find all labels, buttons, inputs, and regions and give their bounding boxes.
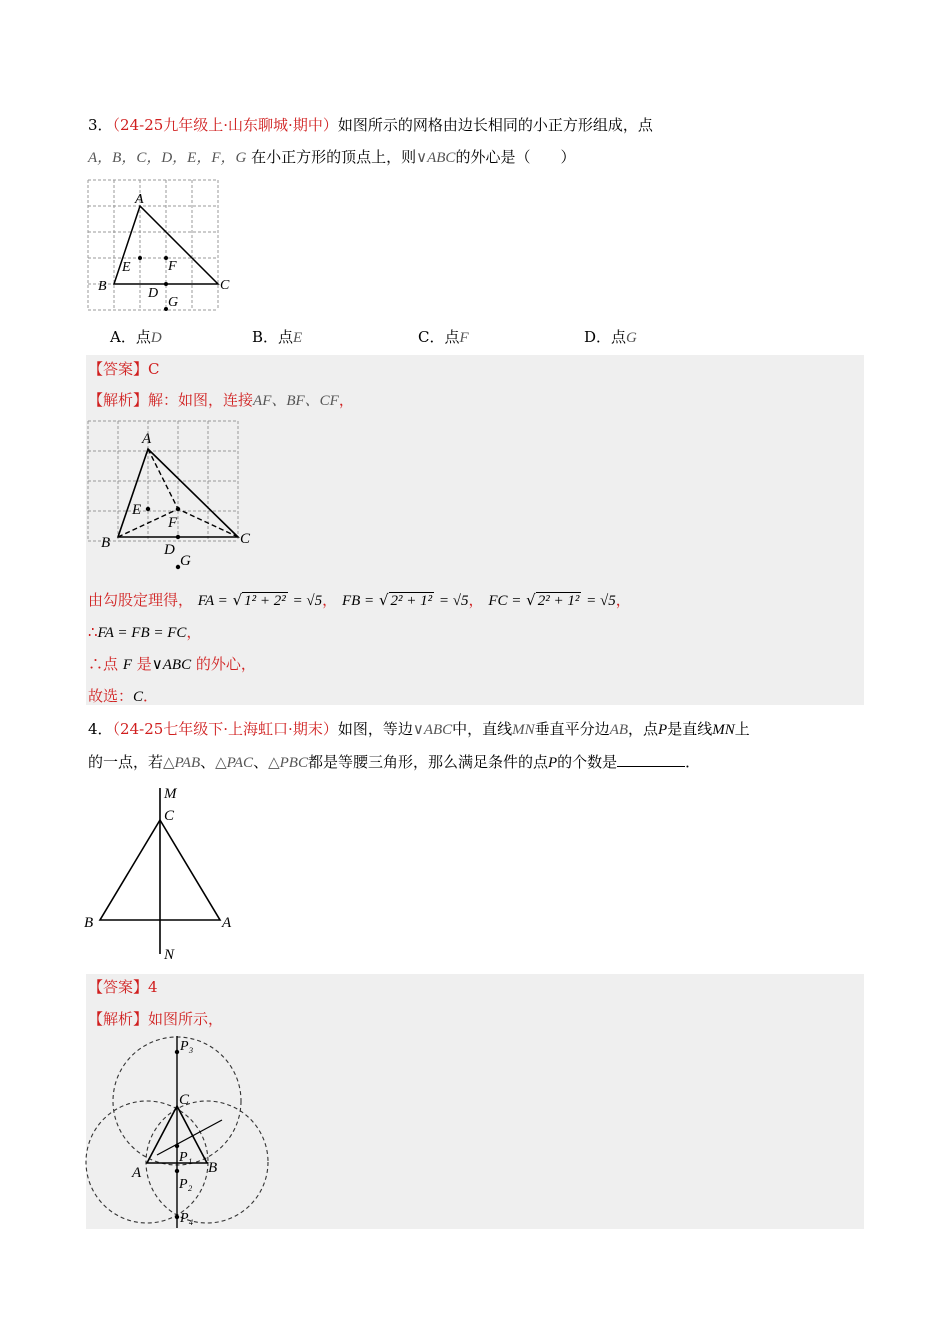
q3-eq-fa-sqrt: √ 1² + 2² <box>232 591 286 609</box>
q4-label-b: B <box>84 915 94 931</box>
q3-triangle: ∨ABC <box>416 150 456 166</box>
q3-solution-label-e: E <box>132 502 142 518</box>
q4-source: （24-25七年级下·上海虹口·期末） <box>112 720 338 738</box>
q4-point-p3 <box>175 1050 179 1054</box>
q3-choose-math: C <box>133 689 144 705</box>
q3-therefore1-tail: ， <box>186 623 202 641</box>
q3-solution-point-e <box>146 507 150 511</box>
q4-label-p1: P₁ <box>179 1150 193 1165</box>
q3-choose-label: 故选： <box>88 687 134 705</box>
q3-option-a[interactable]: A．点D <box>110 328 162 346</box>
q4-answer-line <box>88 976 158 998</box>
q3-solution-label-g: G <box>180 553 191 569</box>
q4-label-n: N <box>164 947 175 963</box>
q4-stem-f: 上 <box>734 720 750 738</box>
q3-option-b[interactable]: B．点E <box>252 328 303 346</box>
q3-stem-line2 <box>88 146 575 169</box>
q4-point-p1 <box>175 1144 179 1148</box>
q3-answer-label: 【答案】 <box>88 360 149 378</box>
q3-eq-fc-right: = √5 <box>586 593 616 609</box>
q4-number: 4． <box>88 720 113 738</box>
q3-number: 3． <box>88 116 113 134</box>
q3-answer-value: C <box>148 360 160 378</box>
q3-therefore2-line <box>88 653 256 676</box>
q4-point-p-2: P <box>547 755 558 771</box>
q3-solution-label-b: B <box>101 535 111 551</box>
q4-label-p2: P₂ <box>179 1177 193 1192</box>
q3-analysis-intro: 解：如图，连接 <box>148 391 254 409</box>
q4-line-mn-2: MN <box>712 722 735 738</box>
q4-stem-d: ，点 <box>628 720 659 738</box>
q3-therefore2-tail: 的外心， <box>195 655 256 673</box>
q4-point-p2 <box>175 1169 179 1173</box>
q4-stem-line1 <box>88 718 750 741</box>
q4-answer-blank[interactable] <box>617 752 685 767</box>
q4-sep-1: 、 <box>200 753 216 771</box>
q3-solution-point-d <box>176 535 180 539</box>
q3-answer-line <box>88 358 160 380</box>
q3-eq-fa-right: = √5 <box>292 593 323 609</box>
q3-option-c[interactable]: C．点F <box>418 328 469 346</box>
q3-analysis-label: 【解析】 <box>88 391 149 409</box>
q3-stem-line1 <box>88 114 653 136</box>
q3-eq-fb-right: = √5 <box>438 593 469 609</box>
q4-solution-figure <box>86 1034 276 1230</box>
q4-point-p: P <box>658 722 668 738</box>
q4-point-p4 <box>175 1215 179 1219</box>
q3-source: （24-25九年级上·山东聊城·期中） <box>112 116 338 134</box>
q4-tri-pac: △PAC <box>215 755 254 771</box>
q4-label-a: A <box>222 915 232 931</box>
q3-comma-1: ， <box>322 591 338 609</box>
q4-triangle: ∨ABC <box>412 722 453 738</box>
q3-solution-label-a: A <box>142 431 152 447</box>
q3-eq-fb-left: FB = <box>341 593 375 609</box>
q3-therefore2-symbol: ∴ <box>88 655 104 673</box>
q4-line2-c: 的个数是 <box>557 753 618 771</box>
q3-eq-fb-sqrt: √ 2² + 1² <box>378 591 433 609</box>
q3-stem-text1: 如图所示的网格由边长相同的小正方形组成，点 <box>337 116 653 134</box>
q4-sep-2: 、 <box>253 753 269 771</box>
q3-solution-figure <box>86 419 256 571</box>
q3-therefore1-math: FA = FB = FC <box>97 625 187 641</box>
q3-comma-3: ， <box>615 591 631 609</box>
q4-stem-line2 <box>88 751 700 774</box>
q4-stem-a: 如图，等边 <box>337 720 413 738</box>
q4-tri-pab: △PAB <box>163 755 201 771</box>
q3-therefore1-symbol: ∴ <box>88 623 98 641</box>
q3-therefore2-text-a: 点 <box>103 655 119 673</box>
q3-label-b: B <box>98 279 107 294</box>
q4-line2-b: 都是等腰三角形，那么满足条件的点 <box>307 753 548 771</box>
q4-analysis-line <box>88 1008 223 1030</box>
q3-therefore2-math: F <box>122 657 132 673</box>
q3-label-c: C <box>220 278 230 293</box>
q3-therefore2-triangle: ∨ABC <box>151 657 192 673</box>
q3-label-e: E <box>122 260 131 275</box>
q3-eq-fa-left: FA = <box>197 593 228 609</box>
q3-eq-fc-left: FC = <box>488 593 522 609</box>
q4-label-m: M <box>164 786 177 802</box>
q4-solution-label-c: C <box>179 1092 190 1108</box>
q3-pythag-intro: 由勾股定理得， <box>88 591 194 609</box>
q3-label-g: G <box>168 295 179 310</box>
q4-answer-value: 4 <box>148 978 158 996</box>
q3-stem-text2: 在小正方形的顶点上，则 <box>251 148 417 166</box>
q3-analysis-segments: AF、BF、CF <box>253 393 339 409</box>
q3-eq-fc-sqrt: √ 2² + 1² <box>526 591 580 609</box>
q4-solution-label-a: A <box>132 1165 142 1181</box>
q3-solution-label-f: F <box>168 515 178 531</box>
q3-stem-tail: 的外心是（ ） <box>455 148 576 166</box>
q4-label-c: C <box>164 808 175 824</box>
q3-label-f: F <box>168 259 177 274</box>
q3-point-e <box>138 256 142 260</box>
q3-solution-label-c: C <box>240 531 251 547</box>
q3-solution-point-f <box>176 507 180 511</box>
q3-label-d: D <box>148 286 159 301</box>
q4-label-p4: P₄ <box>180 1211 194 1226</box>
q4-line-mn: MN <box>512 722 535 738</box>
q4-stem-b: 中，直线 <box>452 720 513 738</box>
q3-points-list: A，B，C，D，E，F，G <box>88 150 247 166</box>
q3-option-d[interactable]: D．点G <box>584 328 637 346</box>
q4-line2-end: ． <box>685 753 701 771</box>
q3-comma-2: ， <box>468 591 484 609</box>
q3-point-d <box>164 282 168 286</box>
q3-label-a: A <box>135 192 144 207</box>
q4-edge-ab: AB <box>609 722 629 738</box>
q3-therefore1-line <box>88 621 201 644</box>
q3-analysis-comma: ， <box>338 391 354 409</box>
q4-analysis-label: 【解析】 <box>88 1010 149 1028</box>
q3-solution-label-d: D <box>164 542 175 558</box>
q4-label-p3: P₃ <box>180 1039 194 1054</box>
q4-tri-pbc: △PBC <box>268 755 308 771</box>
q4-analysis-text: 如图所示， <box>148 1010 224 1028</box>
q3-pythag-line <box>88 589 631 612</box>
q4-figure <box>80 782 250 964</box>
q3-therefore2-text-b: 是 <box>136 655 152 673</box>
q3-figure <box>86 178 230 314</box>
q4-line2-a: 的一点，若 <box>88 753 164 771</box>
q4-stem-c: 垂直平分边 <box>534 720 610 738</box>
q4-solution-label-b: B <box>208 1160 218 1176</box>
q3-choose-tail: ． <box>143 687 159 705</box>
q3-solution-grid <box>88 421 238 541</box>
q3-analysis-line <box>88 389 354 412</box>
q3-choose-line <box>88 685 158 708</box>
q4-stem-e: 是直线 <box>667 720 713 738</box>
q4-answer-label: 【答案】 <box>88 978 149 996</box>
